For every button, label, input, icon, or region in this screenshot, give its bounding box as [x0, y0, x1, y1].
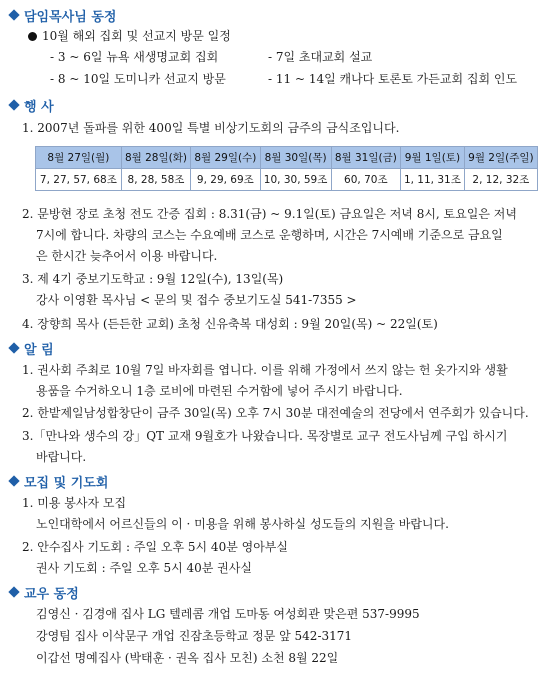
table-header-cell: 9월 2일(주일): [464, 147, 537, 169]
recruit-item-1: 1. 미용 봉사자 모집: [22, 496, 127, 510]
table-header-cell: 8월 31일(금): [331, 147, 400, 169]
diamond-icon: [8, 586, 19, 597]
diamond-icon: [8, 342, 19, 353]
table-cell: 9, 29, 69조: [191, 169, 260, 191]
section-recruit-header: [8, 472, 108, 490]
table-header-cell: 8월 28일(화): [121, 147, 190, 169]
notices-item-2: 2. 한밭제일남성합창단이 금주 30일(목) 오후 7시 30분 대전예술의 전당에서 연주회가 있습니다.: [22, 406, 529, 420]
section-members-header: [8, 583, 79, 601]
section-title: 담임목사님 동정: [24, 9, 117, 25]
diamond-icon: [8, 9, 19, 20]
bullet-icon: [28, 32, 37, 41]
notices-item-3-line-1: 3.「만나와 생수의 강」QT 교재 9월호가 나왔습니다. 목장별로 교구 전도사님께 구입 하시기: [22, 429, 508, 443]
events-item-4: 4. 장향희 목사 (든든한 교회) 초청 신유축복 대성회 : 9월 20일(목) ~ 22일(토): [22, 317, 438, 331]
section-notices-header: [8, 339, 54, 357]
pastor-item-title: 10월 해외 집회 및 선교지 방문 일정: [28, 28, 231, 44]
recruit-item-2-sub: 권사 기도회 : 주일 오후 5시 40분 권사실: [36, 561, 252, 575]
events-item-2-line-2: 7시에 합니다. 차량의 코스는 수요예배 코스로 운행하며, 시간은 7시예배 기준으로 금요일: [36, 228, 503, 242]
section-title: 교우 동정: [24, 586, 79, 602]
table-header-row: [36, 147, 538, 169]
table-cell: 2, 12, 32조: [464, 169, 537, 191]
notices-item-1-line-1: 1. 권사회 주최로 10월 7일 바자회를 엽니다. 이를 위해 가정에서 쓰지 않는 헌 옷가지와 생활: [22, 363, 508, 377]
events-item-2-line-3: 은 한시간 늦추어서 이용 바랍니다.: [36, 249, 218, 263]
diamond-icon: [8, 475, 19, 486]
table-cell: 7, 27, 57, 68조: [36, 169, 122, 191]
table-cell: 60, 70조: [331, 169, 400, 191]
members-line-1: 김영신 · 김경애 집사 LG 텔레콤 개업 도마동 여성회관 맞은편 537-9995: [36, 607, 420, 621]
pastor-row-1-left: - 3 ~ 6일 뉴욕 새생명교회 집회: [50, 50, 219, 64]
table-cell: 10, 30, 59조: [260, 169, 331, 191]
section-pastor-header: [8, 6, 116, 24]
notices-item-1-line-2: 용품을 수거하오니 1층 로비에 마련된 수거함에 넣어 주시기 바랍니다.: [36, 384, 403, 398]
table-cell: 1, 11, 31조: [401, 169, 465, 191]
fasting-schedule-table: [35, 146, 538, 191]
table-header-cell: 8월 29일(수): [191, 147, 260, 169]
table-row: [36, 169, 538, 191]
events-item-2-line-1: 2. 문방현 장로 초청 전도 간증 집회 : 8.31(금) ~ 9.1일(토) 금요일은 저녁 8시, 토요일은 저녁: [22, 207, 517, 221]
table-header-cell: 9월 1일(토): [401, 147, 465, 169]
notices-item-3-line-2: 바랍니다.: [36, 450, 87, 464]
pastor-row-2-left: - 8 ~ 10일 도미니카 선교지 방문: [50, 72, 226, 86]
events-item-3-line-1: 3. 제 4기 중보기도학교 : 9월 12일(수), 13일(목): [22, 272, 284, 286]
pastor-row-2-right: - 11 ~ 14일 캐나다 토론토 가든교회 집회 인도: [268, 72, 518, 86]
events-item-1: 1. 2007년 돌파를 위한 400일 특별 비상기도회의 금주의 금식조입니다.: [22, 121, 400, 135]
recruit-item-1-sub: 노인대학에서 어르신들의 이 · 미용을 위해 봉사하실 성도들의 지원을 바랍니다.: [36, 517, 449, 531]
pastor-row-1-right: - 7일 초대교회 설교: [268, 50, 373, 64]
table-cell: 8, 28, 58조: [121, 169, 190, 191]
table-header-cell: 8월 30일(목): [260, 147, 331, 169]
members-line-2: 강영팀 집사 이삭문구 개업 진잠초등학교 정문 앞 542-3171: [36, 629, 353, 643]
events-item-3-line-2: 강사 이영환 목사님 < 문의 및 접수 중보기도실 541-7355 >: [36, 293, 357, 307]
section-title: 모집 및 기도회: [24, 475, 109, 491]
recruit-item-2: 2. 안수집사 기도회 : 주일 오후 5시 40분 영아부실: [22, 540, 288, 554]
section-title: 행 사: [24, 99, 54, 115]
members-line-3: 이갑선 명예집사 (박태훈 · 권옥 집사 모친) 소천 8월 22일: [36, 651, 339, 665]
section-events-header: [8, 96, 54, 114]
diamond-icon: [8, 99, 19, 110]
section-title: 알 림: [24, 342, 54, 358]
table-header-cell: 8월 27일(월): [36, 147, 122, 169]
